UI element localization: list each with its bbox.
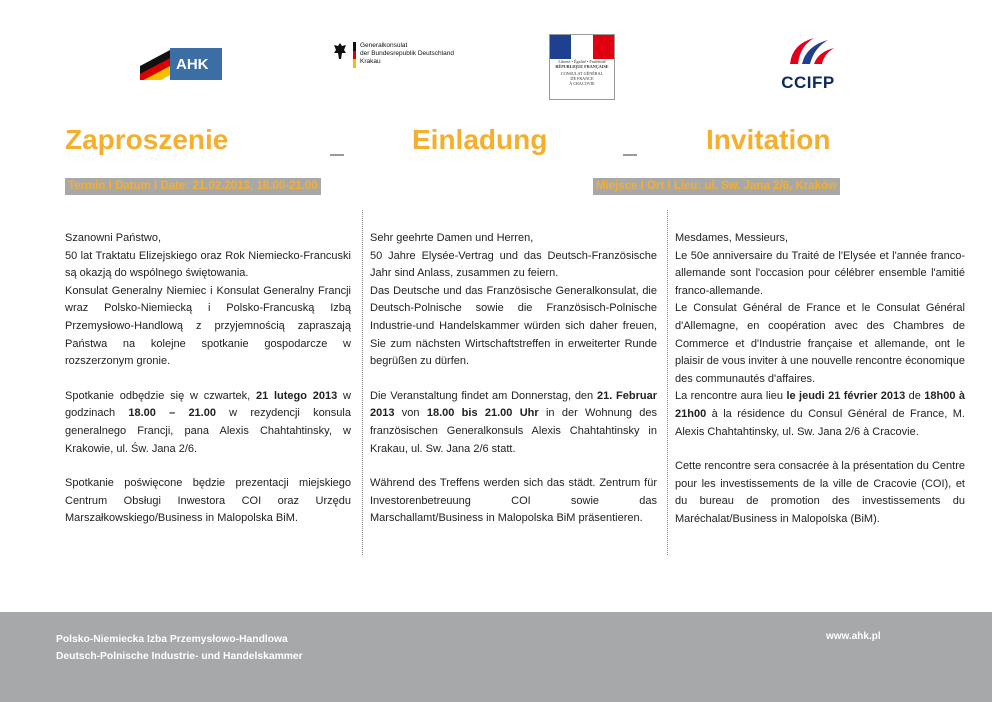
de-time: 18.00 bis 21.00 Uhr (426, 407, 539, 420)
de-details: Die Veranstaltung findet am Donnerstag, den 21. Februar 2013 von 18.00 bis 21.00 Uhr in der Wohnung des französischen Generalkonsuls Alexis Chahtahtinsky in Krakau, ul. Sw. Jana 2/6 statt. (370, 389, 657, 455)
consulat-line-4: DE FRANCE (570, 76, 594, 81)
column-polish (65, 230, 351, 545)
consulat-line-5: À CRACOVIE (569, 81, 595, 86)
heading-polish: Zaproszenie (65, 124, 229, 155)
column-german (370, 230, 657, 545)
ahk-logo-text: AHK (176, 55, 209, 73)
ccifp-logo (772, 34, 844, 102)
fr-topic: Cette rencontre sera consacrée à la présentation du Centre pour les investissements de la ville de Cracovie (COI), et du bureau de promotion des investissements du Maréchalat/Business in Malopolska (BiM). (675, 460, 965, 525)
heading-french: Invitation (706, 124, 831, 155)
footer (0, 612, 992, 702)
heading-separator (623, 154, 637, 156)
heading-separator (330, 154, 344, 156)
event-date: Termin I Datum I Date: 21.02.2013, 18.00-21.00 (65, 178, 321, 195)
german-flag-icon (140, 48, 170, 80)
de-intro: 50 Jahre Elysée-Vertrag und das Deutsch-Französische Jahr sind Anlass, zusammen zu feiern. (370, 249, 657, 280)
pl-topic: Spotkanie poświęcone będzie prezentacji miejskiego Centrum Obsługi Inwestora COI oraz Urzędu Marszałkowskiego/Business in Malopolska BiM. (65, 477, 351, 525)
fr-invitation: Le Consulat Général de France et le Consulat Général d'Allemagne, en coopération avec des Chambres de Commerce et d'Industrie française et allemande, ont le plaisir de vous inviter à une nouvelle rencontre économique des communautés d'affaires. (675, 302, 965, 385)
de-topic: Während des Treffens werden sich das städt. Zentrum für Investorenbetreuung COI sowie das Marschallamt/Business in Malopolska BiM präsentieren. (370, 477, 657, 525)
column-divider (362, 210, 363, 555)
pl-invitation: Konsulat Generalny Niemiec i Konsulat Generalny Francji wraz Polsko-Niemiecką i Polsko-Francuską Izbą Przemysłowo-Handlową z przyjemnością zapraszają Państwa na kolejne spotkanie gospodarcze w rozszerzonym gronie. (65, 284, 351, 368)
event-place: Miejsce I Ort I Lieu: ul. Sw. Jana 2/6, Kraków (593, 178, 840, 195)
ahk-logo (140, 48, 222, 80)
german-flag-bars (353, 42, 356, 68)
de-greeting: Sehr geehrte Damen und Herren, (370, 232, 534, 244)
consulat-republique: RÉPUBLIQUE FRANÇAISE (555, 64, 609, 69)
pl-time: 18.00 – 21.00 (128, 407, 216, 420)
generalkonsulat-line-1: Generalkonsulat (360, 42, 408, 49)
generalkonsulat-logo (333, 42, 473, 72)
pl-details: Spotkanie odbędzie się w czwartek, 21 lutego 2013 w godzinach 18.00 – 21.00 w rezydencji konsula generalnego Francji, pana Alexis Chahtahtinsky, w Krakowie, ul. Św. Jana 2/6. (65, 389, 351, 455)
consulat-motto: Liberté • Égalité • Fraternité (558, 59, 606, 64)
pl-date: 21 lutego 2013 (255, 389, 338, 402)
pl-intro: 50 lat Traktatu Elizejskiego oraz Rok Niemiecko-Francuski są okazją do wspólnego świętowania. (65, 249, 351, 280)
fr-greeting: Mesdames, Messieurs, (675, 232, 789, 244)
ccifp-logo-text: CCIFP (781, 73, 835, 92)
fr-time: 18h00 à 21h00 (675, 390, 965, 420)
generalkonsulat-line-2: der Bundesrepublik Deutschland (360, 50, 454, 57)
column-french (675, 230, 965, 546)
column-divider (667, 210, 668, 555)
footer-chamber-pl: Polsko-Niemiecka Izba Przemysłowo-Handlowa (56, 634, 288, 645)
fr-date: le jeudi 21 février 2013 (786, 390, 906, 403)
de-invitation: Das Deutsche und das Französische Generalkonsulat, die Deutsch-Polnische sowie die Französisch-Polnische Industrie-und Handelskammer würden sich daher freuen, Sie zum nächsten Wirtschaftstreffen in erweiterter Runde begrüßen zu dürfen. (370, 284, 657, 368)
consulat-france-logo (549, 34, 615, 100)
footer-chamber-de: Deutsch-Polnische Industrie- und Handelskammer (56, 651, 303, 662)
info-bar (65, 178, 840, 195)
footer-url-link[interactable]: www.ahk.pl (826, 631, 881, 642)
fr-intro: Le 50e anniversaire du Traité de l'Elysée et l'année franco-allemande sont l'occasion pour célébrer ensemble l'amitié franco-allemande. (675, 249, 965, 297)
eagle-icon (333, 42, 347, 60)
fr-details: La rencontre aura lieu le jeudi 21 février 2013 de 18h00 à 21h00 à la résidence du Consul Général de France, M. Alexis Chahtahtinsky, ul. Sw. Jana 2/6 à Cracovie. (675, 390, 965, 438)
ccifp-subtitle (772, 93, 844, 97)
consulat-line-3: CONSULAT GÉNÉRAL (560, 71, 604, 76)
generalkonsulat-line-3: Krakau (360, 58, 381, 65)
pl-greeting: Szanowni Państwo, (65, 232, 161, 244)
ccifp-swoosh-icon (778, 34, 838, 70)
heading-german: Einladung (412, 124, 548, 155)
marianne-icon (550, 35, 614, 59)
de-date: 21. Februar 2013 (370, 389, 657, 420)
